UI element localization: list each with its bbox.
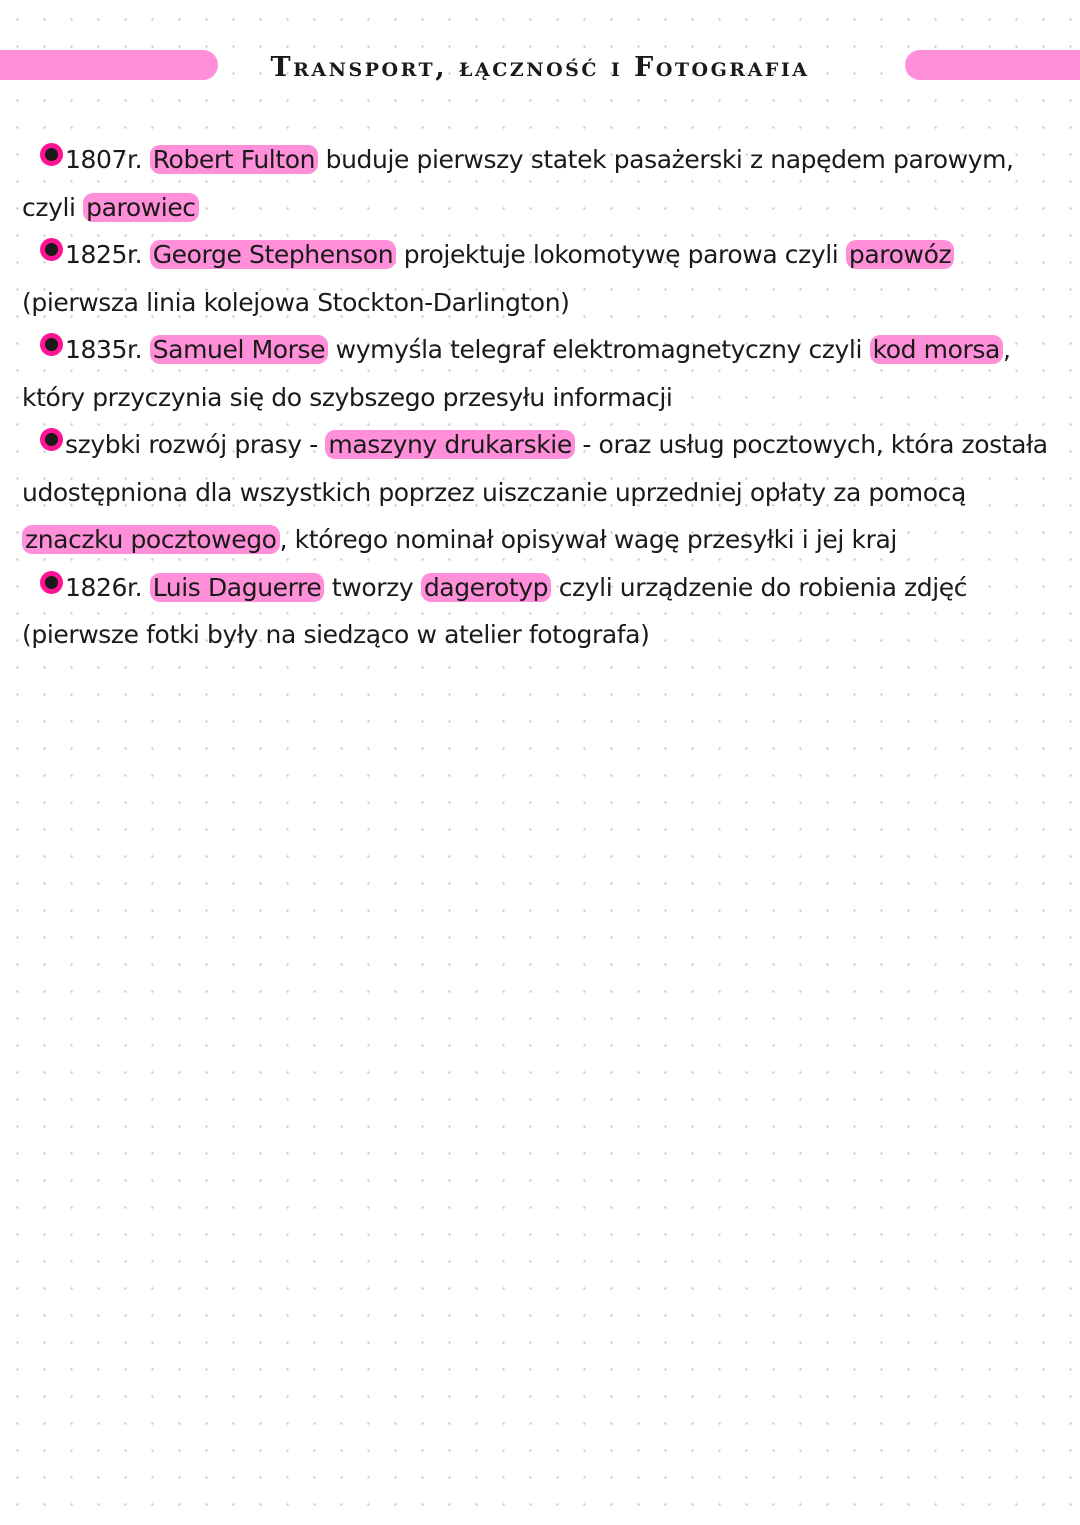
highlighted-term: parowiec [83,193,199,222]
note-text: , który przyczynia się do szybszego przesyłu informacji [22,335,1011,412]
bullet-dot-icon [40,428,63,451]
highlighted-term: Samuel Morse [150,335,328,364]
note-entry [22,231,1067,326]
highlighted-term: Luis Daguerre [150,573,325,602]
note-text: , którego nominał opisywał wagę przesyłki i jej kraj [279,525,897,554]
header-accent-bar-right [905,50,1080,80]
note-text: (pierwsza linia kolejowa Stockton-Darlington) [22,287,570,317]
highlighted-term: George Stephenson [150,240,396,269]
bullet-dot-icon [40,143,63,166]
note-text: 1807r. [65,145,150,174]
note-entry [22,421,1067,564]
note-text: buduje pierwszy statek pasażerski z napędem parowym, czyli [22,145,1014,222]
highlighted-term: Robert Fulton [150,145,318,174]
bullet-dot-icon [40,571,63,594]
note-entry [22,326,1067,421]
note-text: tworzy [324,572,421,602]
highlighted-term: kod morsa [870,335,1003,364]
highlighted-term: parowóz [846,240,954,269]
note-text: wymyśla telegraf elektromagnetyczny czyli [328,335,870,364]
note-text: czyli urządzenie do robienia zdjęć (pierwsze fotki były na siedząco w atelier fotografa) [22,572,968,649]
note-text: 1825r. [65,240,150,269]
note-text: 1835r. [65,335,150,364]
note-text: projektuje lokomotywę parowa czyli [396,240,846,269]
highlighted-term: znaczku pocztowego [22,525,280,554]
note-entry [22,564,1067,659]
note-text: szybki rozwój prasy - [65,430,326,459]
highlighted-term: maszyny drukarskie [325,430,574,459]
page-title: Transport, łączność i Fotografia [270,52,810,83]
note-text: 1826r. [65,572,150,602]
bullet-dot-icon [40,238,63,261]
highlighted-term: dagerotyp [421,573,551,602]
bullet-dot-icon [40,333,63,356]
page-header [0,44,1080,92]
notes-list [22,136,1067,659]
note-entry [22,136,1067,231]
note-text: - oraz usług pocztowych, która została udostępniona dla wszystkich poprzez uiszczanie uprzedniej opłaty za pomocą [22,430,1048,507]
